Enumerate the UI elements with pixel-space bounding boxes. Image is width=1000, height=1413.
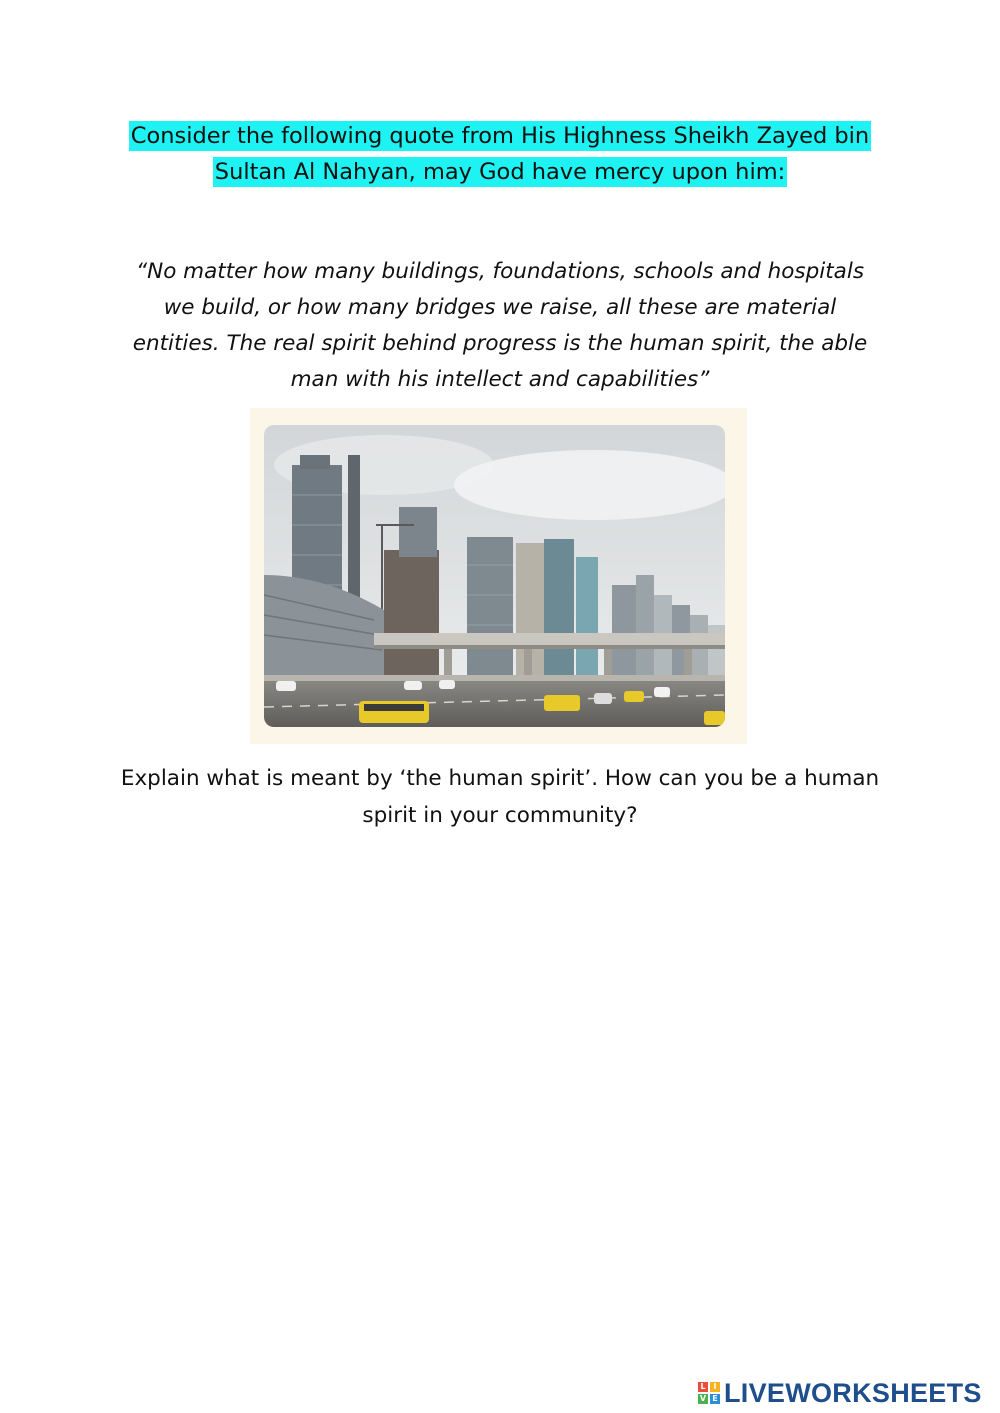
quote-line-1: “No matter how many buildings, foundations, schools and hospitals xyxy=(135,259,865,284)
quote-line-2: we build, or how many bridges we raise, all these are material xyxy=(163,295,837,320)
quote-line-3: entities. The real spirit behind progress is the human spirit, the able xyxy=(132,331,868,356)
intro-text xyxy=(0,118,1000,190)
liveworksheets-logo xyxy=(698,1376,982,1410)
question-line-2: spirit in your community? xyxy=(362,803,638,828)
quote-text xyxy=(100,254,900,398)
question-text xyxy=(100,760,900,834)
photo-frame xyxy=(250,408,747,744)
question-line-1: Explain what is meant by ‘the human spirit’. How can you be a human xyxy=(120,766,880,791)
quote-line-4: man with his intellect and capabilities” xyxy=(290,367,710,392)
intro-line-2: Sultan Al Nahyan, may God have mercy upon him: xyxy=(214,159,786,185)
logo-grid-icon: L I V E xyxy=(698,1382,720,1404)
intro-line-1: Consider the following quote from His Highness Sheikh Zayed bin xyxy=(130,123,870,149)
brand-name: LIVEWORKSHEETS xyxy=(724,1377,982,1408)
city-skyline-photo xyxy=(264,425,725,727)
